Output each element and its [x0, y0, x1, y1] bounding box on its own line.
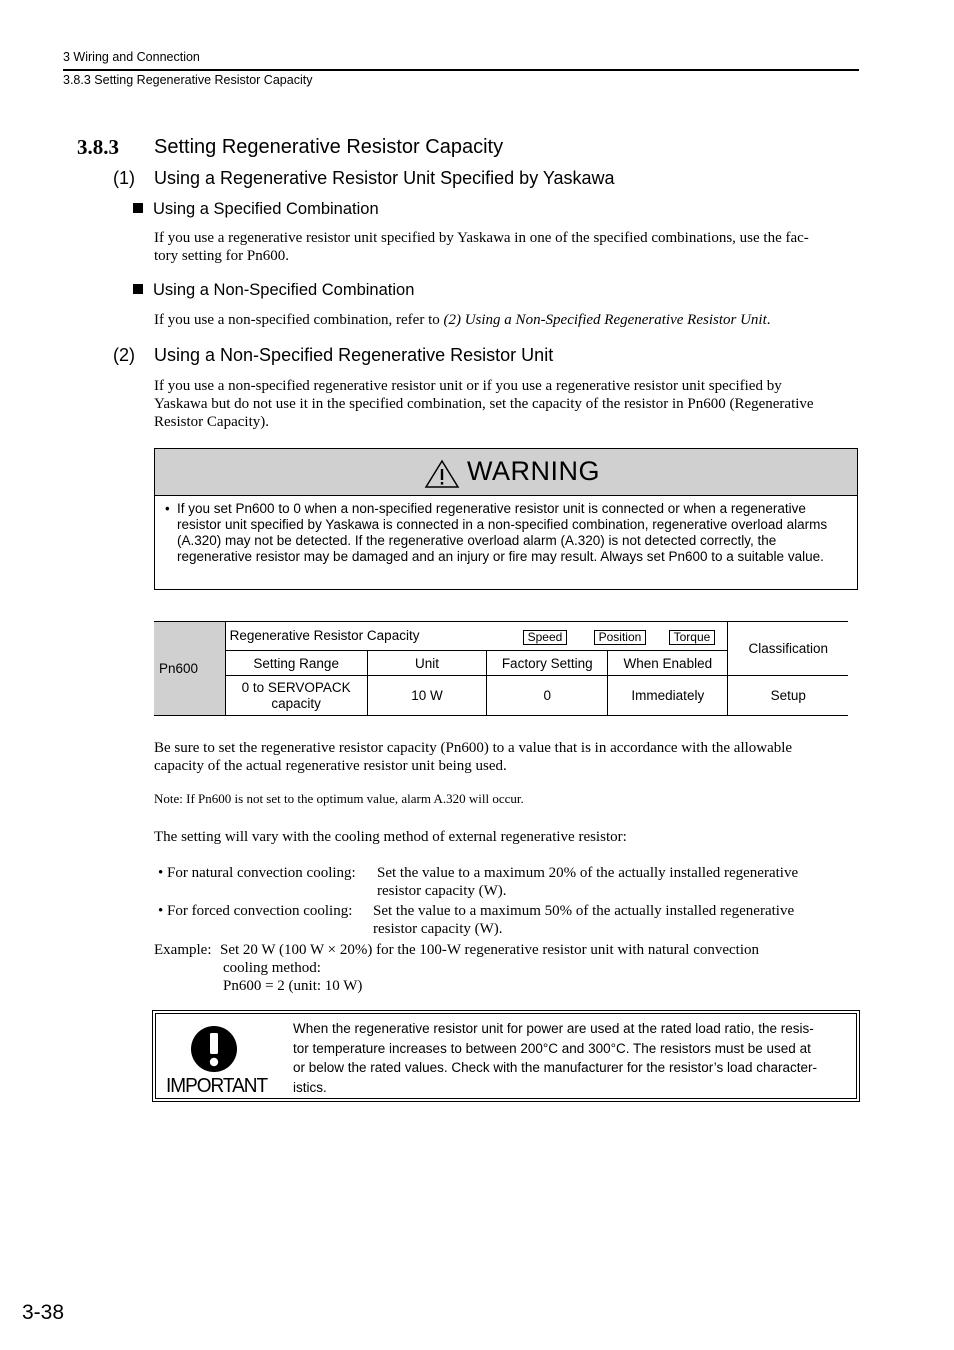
square-bullet-icon: [133, 203, 143, 213]
warning-title: WARNING: [467, 456, 600, 486]
subsection-2-number: (2): [113, 345, 135, 365]
classification-header: Classification: [728, 622, 848, 676]
example-text: Set 20 W (100 W × 20%) for the 100-W regenerative resistor unit with natural convection cooling method: Pn600 = 2 (unit: 10 W): [220, 942, 760, 994]
warning-box: [154, 448, 858, 590]
bullet-heading-specified: Using a Specified Combination: [133, 200, 379, 219]
parameter-name-cell: [225, 622, 728, 651]
paragraph-non-specified-unit: If you use a non-specified regenerative resistor unit or if you use a regenerative resistor unit specified by Yaskawa but do not use it in the specified combination, set the capacity of the resistor in Pn600 (Regenerative Resistor Capacity).: [154, 378, 814, 430]
running-header-chapter: 3 Wiring and Connection: [63, 50, 200, 64]
header-rule: [63, 69, 859, 71]
subsection-2-heading: [113, 345, 553, 366]
header-unit: Unit: [367, 651, 487, 676]
subsection-2-title: Using a Non-Specified Regenerative Resistor Unit: [154, 345, 554, 365]
value-factory-setting: 0: [487, 676, 608, 716]
forced-cooling-label: • For forced convection cooling:: [158, 903, 353, 919]
subsection-1-number: (1): [113, 168, 135, 188]
important-text: When the regenerative resistor unit for power are used at the rated load ratio, the resis- tor temperature increases to between 200°C and 300°C. The resistors must be used at or below the rated values. Check with the manufacturer for the resistor’s load character- istics.: [293, 1021, 818, 1095]
section-number: 3.8.3: [77, 135, 119, 159]
bullet-heading-non-specified: Using a Non-Specified Combination: [133, 281, 414, 300]
section-title: Setting Regenerative Resistor Capacity: [154, 136, 504, 158]
tag-torque: Torque: [669, 630, 716, 645]
natural-cooling-text: Set the value to a maximum 20% of the actually installed regenerative resistor capacity (W).: [377, 865, 799, 899]
value-unit: 10 W: [367, 676, 487, 716]
warning-text: If you set Pn600 to 0 when a non-specified regenerative resistor unit is connected or when a regenerative resistor unit specified by Yaskawa is connected in a non-specified combination, regenerative overload alarms (A.320) may not be detected. If the regenerative overload alarm (A.320) is not detected correctly, the regenerative resistor may be damaged and an injury or fire may result. Always set Pn600 to a suitable value.: [177, 501, 828, 564]
value-when-enabled: Immediately: [608, 676, 728, 716]
page-number: 3-38: [22, 1301, 65, 1324]
natural-cooling-label: • For natural convection cooling:: [158, 865, 356, 881]
subsection-1-heading: [113, 168, 615, 189]
tag-speed: Speed: [523, 630, 568, 645]
warning-bullet: •: [165, 501, 170, 516]
parameter-name: Regenerative Resistor Capacity: [229, 628, 420, 643]
paragraph-specified: If you use a regenerative resistor unit specified by Yaskawa in one of the specified combinations, use the fac- tory setting for Pn600.: [154, 230, 809, 264]
value-classification: Setup: [728, 676, 848, 716]
example-label: Example:: [154, 942, 212, 958]
warning-triangle-icon: [424, 459, 460, 489]
paragraph-capacity: Be sure to set the regenerative resistor capacity (Pn600) to a value that is in accordance with the allowable capacity of the actual regenerative resistor unit being used.: [154, 740, 793, 774]
running-header-section: 3.8.3 Setting Regenerative Resistor Capacity: [63, 73, 313, 87]
value-setting-range: 0 to SERVOPACK capacity: [225, 676, 367, 716]
tag-position: Position: [594, 630, 647, 645]
header-factory-setting: Factory Setting: [487, 651, 608, 676]
parameter-number: Pn600: [154, 622, 225, 716]
parameter-table: [154, 621, 848, 716]
cooling-intro: The setting will vary with the cooling method of external regenerative resistor:: [154, 829, 627, 845]
forced-cooling-text: Set the value to a maximum 50% of the actually installed regenerative resistor capacity (W).: [373, 903, 795, 937]
header-setting-range: Setting Range: [225, 651, 367, 676]
square-bullet-icon: [133, 284, 143, 294]
header-when-enabled: When Enabled: [608, 651, 728, 676]
cross-reference-link[interactable]: (2) Using a Non-Specified Regenerative Resistor Unit: [443, 312, 767, 328]
subsection-1-title: Using a Regenerative Resistor Unit Specified by Yaskawa: [154, 168, 615, 188]
paragraph-non-specified: If you use a non-specified combination, refer to (2) Using a Non-Specified Regenerative Resistor Unit.: [154, 312, 771, 328]
important-box: [152, 1010, 860, 1102]
exclamation-icon: [189, 1024, 239, 1074]
warning-header: [155, 449, 857, 496]
note-text: Note: If Pn600 is not set to the optimum value, alarm A.320 will occur.: [154, 791, 524, 806]
important-label: IMPORTANT: [166, 1075, 268, 1098]
